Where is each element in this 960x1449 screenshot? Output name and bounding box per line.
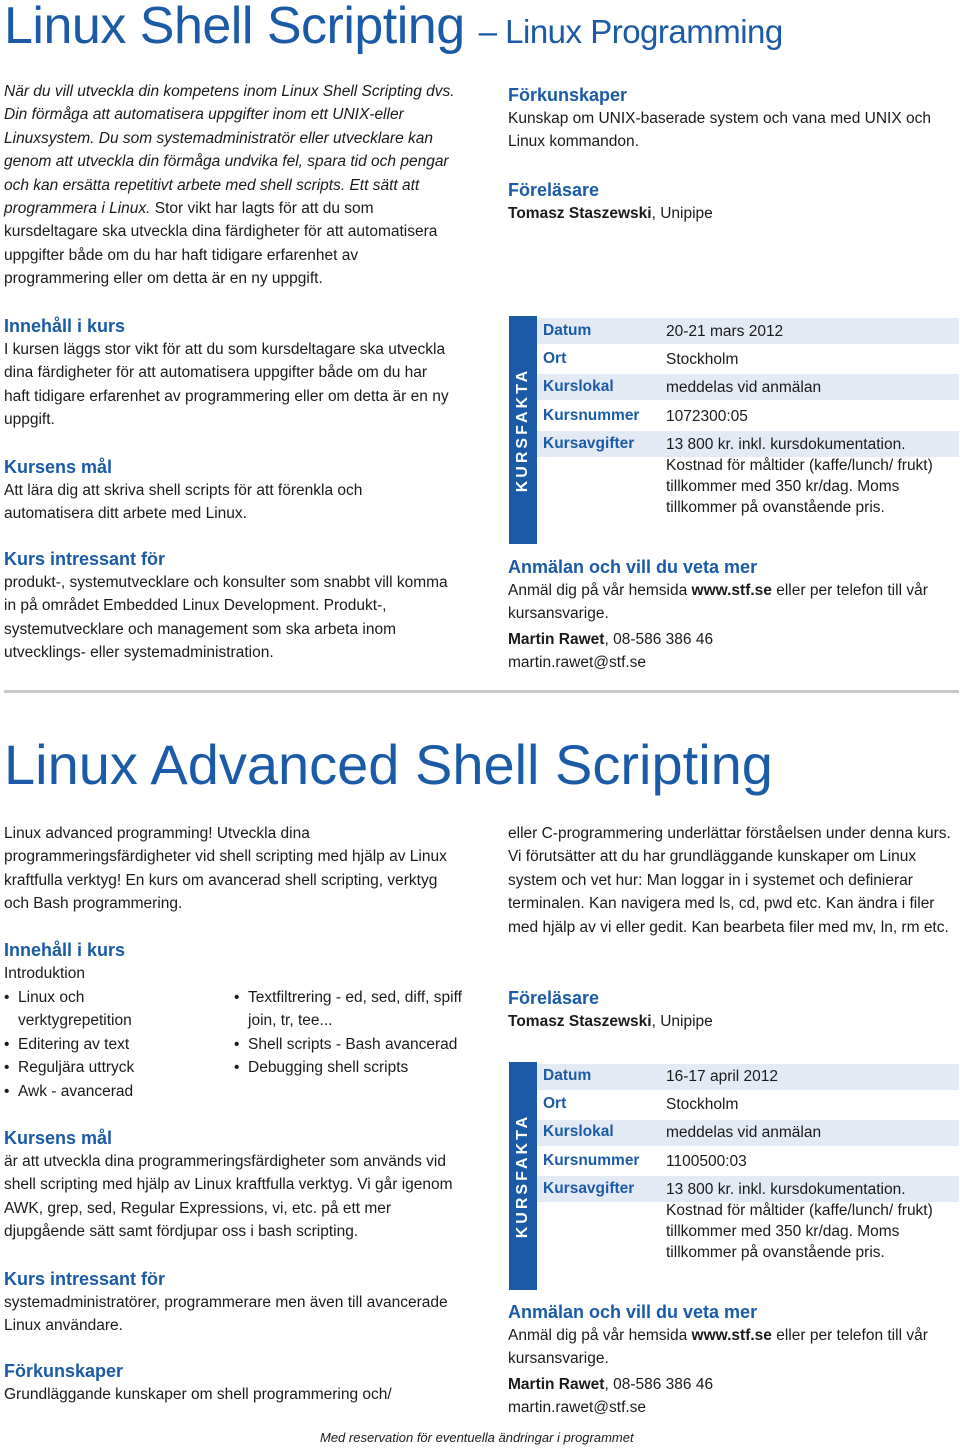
list-item: • Linux och verktygrepetition <box>4 986 164 1033</box>
course1-intro-italic: Stor vikt har lagts för att du som kursdeltagare ska utveckla dina färdigheter för att automatisera uppgifter både om du har haft tidigare erfarenhet av programmering eller om detta är en ny uppgift. <box>4 200 438 288</box>
course1-ort-value: Stockholm <box>666 351 739 368</box>
list-item: • Shell scripts - Bash avancerad <box>234 1033 464 1056</box>
course1-lokal-value: meddelas vid anmälan <box>666 379 822 396</box>
course2-nummer-label: Kursnummer <box>543 1152 640 1169</box>
course2-lecturer-name: Tomasz Staszewski <box>508 1013 652 1030</box>
course1-lecturer-section <box>508 178 958 225</box>
course2-facts-label: KURSFAKTA <box>514 1113 531 1239</box>
course1-avgift-label: Kursavgifter <box>543 435 635 452</box>
course1-goal-section <box>4 455 456 526</box>
course2-signup-section <box>508 1300 958 1420</box>
list-item: • Awk - avancerad <box>4 1080 164 1103</box>
course2-prereq-text: Grundläggande kunskaper om shell programmering och/ <box>4 1386 392 1403</box>
course1-signup-pre: Anmäl dig på vår hemsida <box>508 582 692 599</box>
course2-audience-text: systemadministratörer, programmerare men även till avancerade Linux användare. <box>4 1294 448 1335</box>
course1-intro <box>4 80 456 291</box>
course2-avgift-value: 13 800 kr. inkl. kursdokumentation. Kostnad för måltider (kaffe/lunch/ frukt) tillkommer med 350 kr/dag. Moms tillkommer på ovanstående pris. <box>666 1181 933 1261</box>
course2-topic-list-left <box>4 986 164 1103</box>
course1-datum-value: 20-21 mars 2012 <box>666 323 784 340</box>
course2-content-sub: Introduktion <box>4 965 85 982</box>
course2-nummer-value: 1100500:03 <box>666 1153 747 1170</box>
course2-content-section <box>4 938 474 985</box>
course1-audience-section <box>4 547 456 665</box>
course2-goal-text: är att utveckla dina programmeringsfärdigheter som används vid shell scripting med hjälp av Linux kraftfulla verktyg. Vi går igenom AWK, grep, sed, Regular Expressions, vi, etc. på ett mer djupgående sätt samt fördjupar oss i bash scripting. <box>4 1153 453 1241</box>
course1-contact-email[interactable]: martin.rawet@stf.se <box>508 654 647 672</box>
course2-lokal-label: Kurslokal <box>543 1123 614 1140</box>
course2-facts-label-box <box>509 1062 537 1290</box>
footer-disclaimer: Med reservation för eventuella ändringar i programmet <box>320 1430 634 1445</box>
course1-lokal-label: Kurslokal <box>543 378 614 395</box>
course1-prereq-section <box>508 83 958 154</box>
course2-goal-section <box>4 1126 464 1244</box>
course1-signup-section <box>508 555 958 675</box>
course1-title <box>4 0 783 56</box>
course1-audience-heading: Kurs intressant för <box>4 549 166 569</box>
course2-avgift-label: Kursavgifter <box>543 1180 635 1197</box>
course2-audience-section <box>4 1267 464 1338</box>
course2-lecturer-heading: Föreläsare <box>508 988 600 1008</box>
course1-ort-label: Ort <box>543 350 567 367</box>
course2-intro: Linux advanced programming! Utveckla dina programmeringsfärdigheter vid shell scripting med hjälp av Linux kraftfulla verktyg! En kurs om avancerad shell scripting, verktyg och Bash programmering. <box>4 825 447 913</box>
course2-signup-post: eller per telefon till vår kursansvarige. <box>508 1327 928 1368</box>
course1-subtitle: – Linux Programming <box>478 13 783 50</box>
list-item: • Textfiltrering - ed, sed, diff, spiff join, tr, tee... <box>234 986 464 1033</box>
course2-lecturer-org: , Unipipe <box>651 1013 713 1030</box>
course2-contact-email[interactable]: martin.rawet@stf.se <box>508 1399 647 1417</box>
course1-prereq-text: Kunskap om UNIX-baserade system och vana med UNIX och Linux kommandon. <box>508 110 931 151</box>
course1-signup-post: eller per telefon till vår kursansvarige. <box>508 582 928 623</box>
course1-website-link[interactable]: www.stf.se <box>691 582 772 599</box>
course2-contact-name: Martin Rawet <box>508 1375 605 1393</box>
course1-lecturer-org: , Unipipe <box>651 205 713 222</box>
course1-lecturer-name: Tomasz Staszewski <box>508 205 652 222</box>
course1-contact-phone: , 08-586 386 46 <box>604 630 714 648</box>
course2-lokal-value: meddelas vid anmälan <box>666 1124 822 1141</box>
course2-prereq-section <box>4 1359 464 1406</box>
course1-content-section <box>4 314 456 432</box>
course2-title: Linux Advanced Shell Scripting <box>4 733 773 796</box>
course1-content-text: I kursen läggs stor vikt för att du som kursdeltagare ska utveckla dina färdigheter för att automatisera uppgifter både om du har haft tidigare erfarenhet av programmering eller om detta är en ny uppgift. <box>4 341 449 429</box>
course1-datum-label: Datum <box>543 322 592 339</box>
course2-signup-pre: Anmäl dig på vår hemsida <box>508 1327 692 1344</box>
course1-content-heading: Innehåll i kurs <box>4 316 126 336</box>
course2-ort-label: Ort <box>543 1095 567 1112</box>
course1-lecturer-heading: Föreläsare <box>508 180 600 200</box>
course1-goal-text: Att lära dig att skriva shell scripts för att förenkla och automatisera ditt arbete med Linux. <box>4 482 363 523</box>
course1-title-main: Linux Shell Scripting <box>4 0 465 55</box>
course2-datum-value: 16-17 april 2012 <box>666 1068 779 1085</box>
course1-prereq-heading: Förkunskaper <box>508 85 628 105</box>
course1-avgift-value: 13 800 kr. inkl. kursdokumentation. Kostnad för måltider (kaffe/lunch/ frukt) tillkommer med 350 kr/dag. Moms tillkommer på ovanstående pris. <box>666 436 933 516</box>
course1-contact-name: Martin Rawet <box>508 630 605 648</box>
course1-goal-heading: Kursens mål <box>4 457 113 477</box>
course2-content-heading: Innehåll i kurs <box>4 940 126 960</box>
course2-ort-value: Stockholm <box>666 1096 739 1113</box>
course1-intro-plain: När du vill utveckla din kompetens inom Linux Shell Scripting dvs. Din förmåga att automatisera uppgifter inom ett UNIX-eller Linuxsystem. Du som systemadministratör eller utvecklare kan genom att utveckla din förmåga undvika fel, spara tid och pengar och kan ersätta repetitivt arbete med shell scripts. Ett sätt att programmera i Linux. <box>4 83 455 218</box>
course1-nummer-label: Kursnummer <box>543 407 640 424</box>
section-divider <box>4 690 959 693</box>
course2-goal-heading: Kursens mål <box>4 1128 113 1148</box>
course2-audience-heading: Kurs intressant för <box>4 1269 166 1289</box>
course2-prereq-continued: eller C-programmering underlättar förståelsen under denna kurs. Vi förutsätter att du har grundläggande kunskaper om Linux system och vet hur: Man loggar in i systemet och definierar terminalen. Kan navigera med ls, cd, pwd etc. Kan ändra i filer med hjälp av vi eller gedit. Kan bearbeta filer med mv, ln, rm etc. <box>508 825 951 936</box>
list-item: • Reguljära uttryck <box>4 1056 164 1079</box>
list-item: • Editering av text <box>4 1033 164 1056</box>
course1-audience-text: produkt-, systemutvecklare och konsulter som snabbt vill komma in på området Embedded Linux Development. Produkt-, systemutvecklare och management som ska arbeta inom utvecklings- eller systemadministration. <box>4 574 448 662</box>
course1-facts-label-box <box>509 316 537 544</box>
course2-datum-label: Datum <box>543 1067 592 1084</box>
course2-contact-phone: , 08-586 386 46 <box>604 1375 714 1393</box>
course2-website-link[interactable]: www.stf.se <box>691 1327 772 1344</box>
course2-signup-heading: Anmälan och vill du veta mer <box>508 1302 758 1322</box>
list-item: • Debugging shell scripts <box>234 1056 464 1079</box>
course1-signup-heading: Anmälan och vill du veta mer <box>508 557 758 577</box>
course1-nummer-value: 1072300:05 <box>666 408 748 425</box>
course2-lecturer-section <box>508 986 958 1033</box>
course1-facts-label: KURSFAKTA <box>514 367 531 493</box>
course2-topic-list-right <box>234 986 464 1080</box>
course2-prereq-heading: Förkunskaper <box>4 1361 124 1381</box>
